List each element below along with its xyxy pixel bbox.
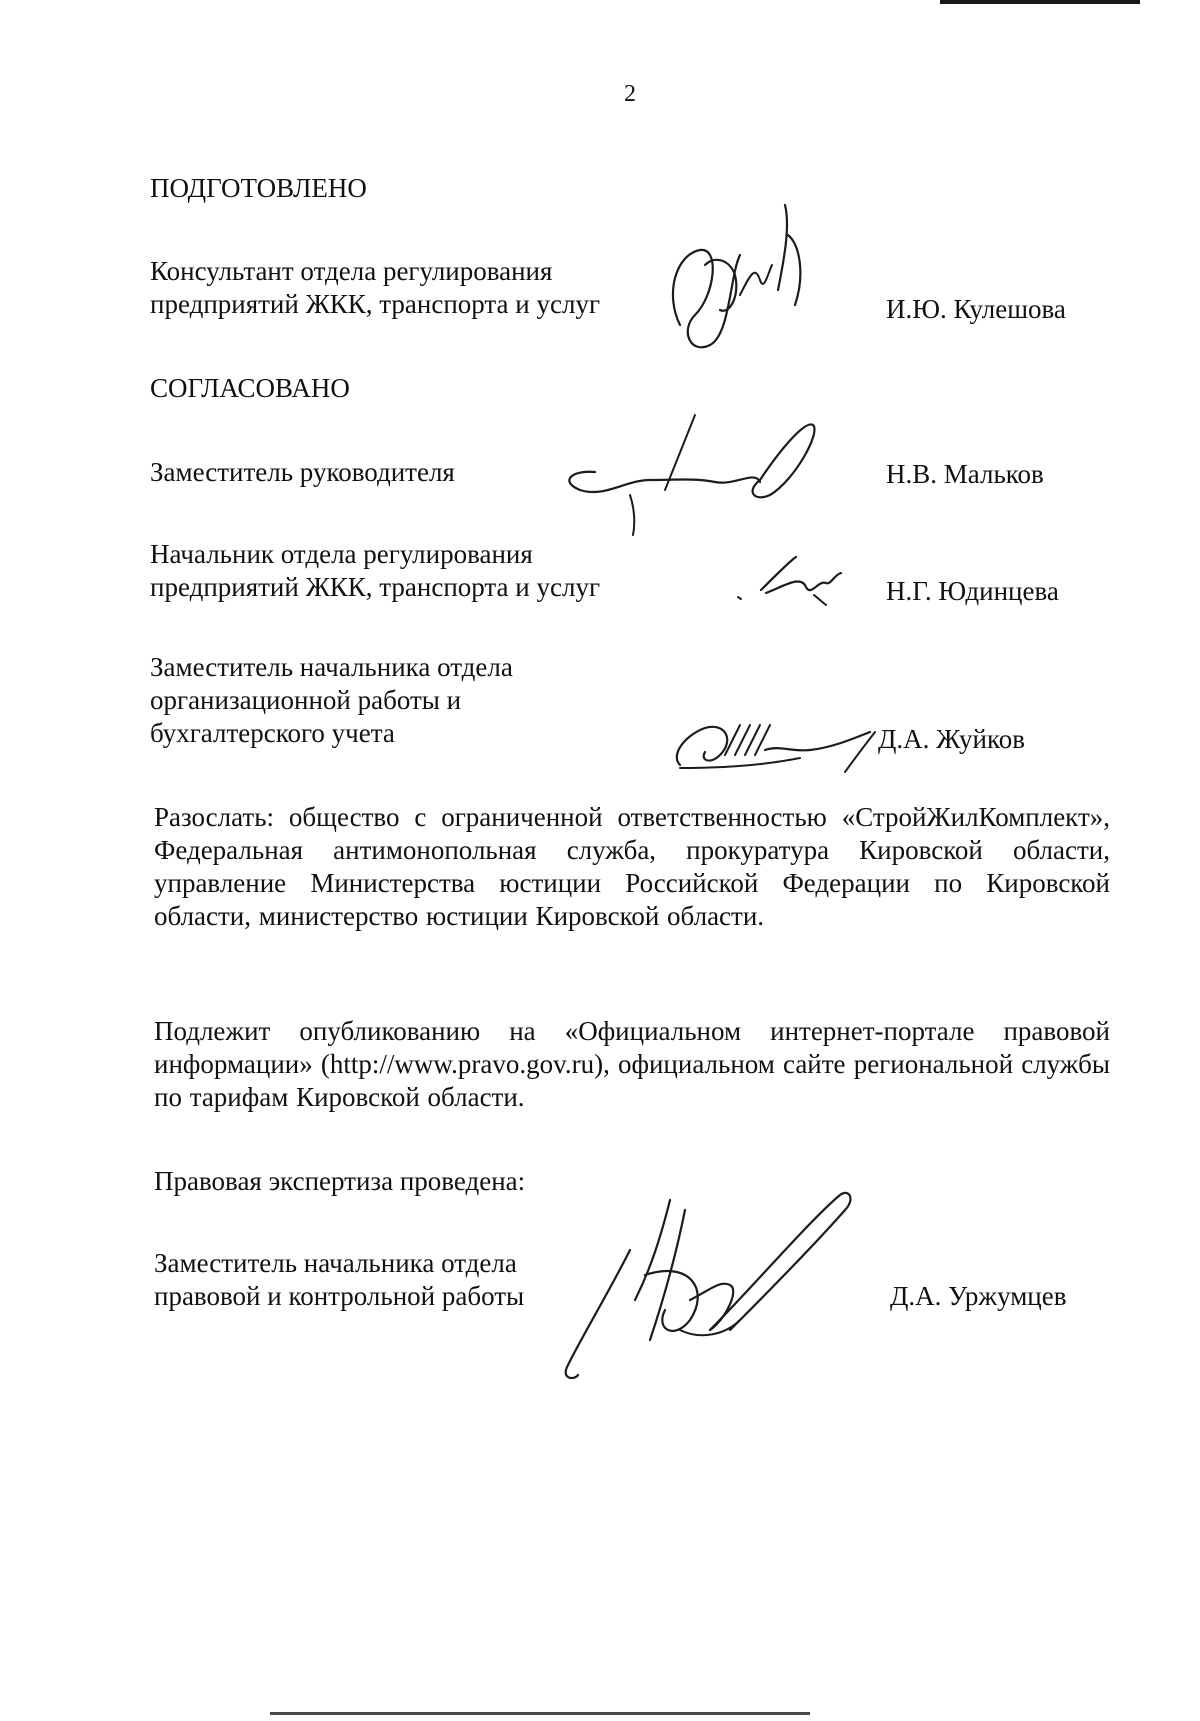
position-line: бухгалтерского учета <box>150 718 395 748</box>
signature-kuleshova <box>660 195 840 375</box>
distribution-list: Разослать: общество с ограниченной ответственностью «СтройЖилКомплект», Федеральная антимонопольная служба, прокуратура Кировской области, управление Министерства юстиции Российской Федерации по Кировской области, министерство юстиции Кировской области. <box>154 802 1110 931</box>
position-line: организационной работы и <box>150 685 462 715</box>
position-zhuykov <box>150 651 513 750</box>
position-line: Начальник отдела регулирования <box>150 539 533 569</box>
position-malkov: Заместитель руководителя <box>150 457 455 487</box>
position-line: предприятий ЖКК, транспорта и услуг <box>150 289 601 319</box>
legal-review-heading: Правовая экспертиза проведена: <box>154 1166 526 1196</box>
signatory-name: Н.Г. Юдинцева <box>886 576 1059 606</box>
position-line: правовой и контрольной работы <box>154 1281 525 1311</box>
position-line: Консультант отдела регулирования <box>150 256 553 286</box>
position-line: предприятий ЖКК, транспорта и услуг <box>150 572 601 602</box>
signatory-name: Д.А. Жуйков <box>878 724 1025 754</box>
signatory-name: И.Ю. Кулешова <box>886 294 1066 324</box>
agreed-heading: СОГЛАСОВАНО <box>150 373 350 403</box>
signatory-name: Н.В. Мальков <box>886 459 1044 489</box>
position-yudintseva <box>150 538 600 604</box>
publication-note: Подлежит опубликованию на «Официальном интернет-портале правовой информации» (http://www.pravo.gov.ru), официальном сайте региональной службы по тарифам Кировской области. <box>154 1016 1110 1112</box>
signature-yudintseva <box>716 545 866 625</box>
signature-zhuykov <box>660 700 890 790</box>
signatory-name: Д.А. Уржумцев <box>890 1281 1067 1311</box>
signature-urzhumtsev <box>550 1180 890 1390</box>
scan-edge-bottom <box>270 1712 810 1715</box>
signature-malkov <box>555 410 835 550</box>
position-line: Заместитель начальника отдела <box>150 652 513 682</box>
prepared-heading: ПОДГОТОВЛЕНО <box>150 173 367 203</box>
position-line: Заместитель начальника отдела <box>154 1248 517 1278</box>
legal-review-position <box>154 1247 524 1313</box>
page-number: 2 <box>624 81 636 107</box>
prepared-position <box>150 255 600 321</box>
scan-edge-top <box>940 0 1140 4</box>
